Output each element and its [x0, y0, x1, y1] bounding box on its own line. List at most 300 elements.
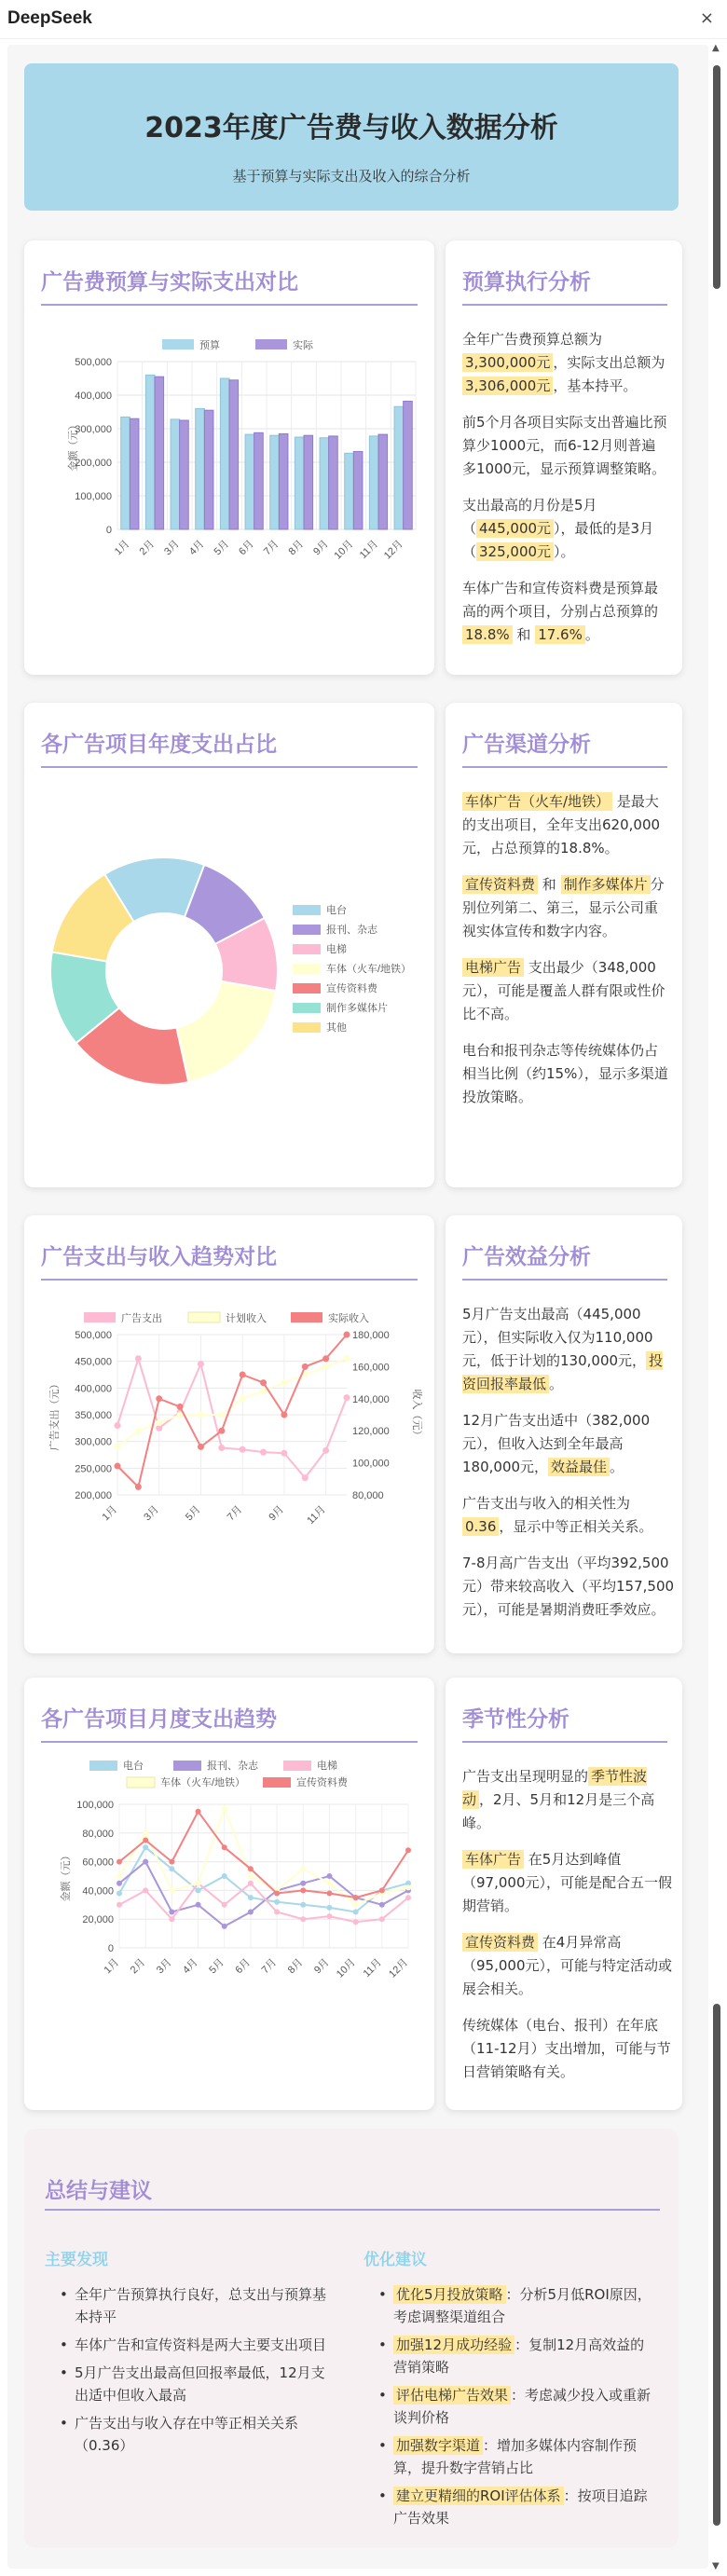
legend-swatch	[162, 339, 194, 349]
highlight-text: 0.36	[462, 1517, 499, 1536]
finding-item: • 全年广告预算执行良好，总支出与预算基本持平	[58, 2283, 337, 2328]
bar	[295, 437, 304, 529]
paragraph-text: 车体广告和宣传资料费是预算最高的两个项目，分别占总预算的	[462, 580, 659, 620]
y-tick-label: 20,000	[82, 1914, 114, 1926]
data-point	[379, 1887, 385, 1893]
data-point	[169, 1916, 174, 1922]
data-point	[143, 1844, 148, 1850]
y-tick-label: 500,000	[75, 1330, 112, 1341]
x-tick-label: 2月	[128, 1956, 148, 1977]
data-point	[326, 1881, 332, 1886]
paragraph-text: 7-8月高广告支出（平均392,500元）带来较高收入（平均157,500元），可能是暑期消费旺季效应。	[462, 1555, 675, 1618]
paragraph-text: 分别位列第二、第三，显示公司重视实体宣传和数字内容。	[462, 876, 665, 939]
trend-chart-title: 广告支出与收入趋势对比	[41, 1245, 277, 1269]
y-tick-label: 0	[107, 1943, 114, 1954]
y2-tick-label: 160,000	[352, 1362, 390, 1374]
channel-analysis-text	[462, 790, 669, 1122]
paragraph-text: ，实际支出总额为	[553, 354, 665, 371]
data-point	[326, 1890, 332, 1896]
paragraph-text: 在4月异常高（95,000元），可能与特定活动或展会相关。	[462, 1934, 672, 1997]
y2-axis-label: 收入（元）	[411, 1389, 422, 1441]
monthly-chart-title: 各广告项目月度支出趋势	[41, 1707, 277, 1732]
data-point	[300, 1866, 306, 1871]
paragraph-text: 前5个月各项目实际支出普遍比预算少1000元，而6-12月则普遍多1000元，显示预算调整策略。	[462, 414, 667, 477]
y-tick-label: 450,000	[75, 1356, 112, 1368]
data-point	[248, 1866, 254, 1871]
analysis-paragraph	[462, 1848, 675, 1918]
paragraph-text: 在5月达到峰值（97,000元），可能是配合五一假期营销。	[462, 1851, 672, 1914]
x-tick-label: 4月	[181, 1956, 200, 1977]
paragraph-text: 和	[538, 876, 561, 893]
findings-title: 主要发现	[45, 2251, 108, 2269]
highlight-text: 车体广告（火车/地铁）	[462, 792, 612, 811]
paragraph-text: 电台和报刊杂志等传统媒体仍占相当比例（约15%），显示多渠道投放策略。	[462, 1042, 668, 1105]
paragraph-text: 。	[584, 626, 599, 643]
x-tick-label: 11月	[305, 1503, 328, 1527]
highlight-text: 3,300,000元	[462, 353, 553, 372]
budget-analysis-title: 预算执行分析	[462, 270, 591, 295]
highlight-text: 车体广告	[462, 1850, 524, 1869]
analysis-paragraph	[462, 494, 669, 564]
findings-list	[58, 2283, 337, 2462]
data-point	[302, 1363, 309, 1370]
report-header	[24, 63, 679, 211]
legend-label: 电梯	[326, 944, 347, 955]
bar	[279, 433, 288, 529]
season-analysis-title: 季节性分析	[462, 1707, 569, 1732]
data-point	[117, 1902, 122, 1908]
data-point	[240, 1372, 246, 1378]
highlight-text: 投资回报率最低	[462, 1352, 664, 1392]
app-title: DeepSeek	[7, 8, 92, 28]
y-tick-label: 40,000	[82, 1885, 114, 1898]
data-point	[143, 1838, 148, 1843]
series-line	[117, 1335, 347, 1487]
legend-label: 电台	[123, 1761, 144, 1772]
data-point	[115, 1463, 121, 1470]
data-point	[117, 1890, 122, 1896]
page-title: 2023年度广告费与收入数据分析	[144, 112, 558, 144]
highlight-text: 电梯广告	[462, 958, 524, 977]
data-point	[281, 1450, 287, 1457]
y-axis-label: 金额（元）	[61, 1850, 72, 1902]
data-point	[196, 1887, 201, 1893]
legend-swatch	[291, 1312, 322, 1322]
paragraph-text: 。	[610, 1459, 624, 1475]
data-point	[326, 1873, 332, 1879]
paragraph-text: 12月广告支出适中（382,000元），但收入达到全年最高180,000元，	[462, 1412, 651, 1475]
x-tick-label: 6月	[237, 538, 256, 558]
data-point	[322, 1355, 329, 1362]
channel-analysis-card	[446, 703, 682, 1187]
x-tick-label: 9月	[311, 1956, 332, 1977]
x-tick-label: 1月	[100, 1503, 120, 1524]
data-point	[322, 1363, 329, 1370]
analysis-paragraph	[462, 790, 669, 860]
data-point	[222, 1924, 227, 1929]
benefit-analysis-title: 广告效益分析	[462, 1245, 591, 1269]
series-line	[119, 1812, 408, 1898]
legend-label: 车体（火车/地铁）	[326, 964, 412, 975]
y-axis-label: 广告支出（元）	[49, 1378, 61, 1451]
data-point	[344, 1394, 350, 1401]
highlight-text: 3,306,000元	[462, 377, 553, 395]
data-point	[143, 1887, 148, 1893]
title-divider	[462, 1741, 667, 1743]
close-icon[interactable]: ×	[699, 8, 714, 28]
data-point	[198, 1412, 204, 1418]
data-point	[222, 1873, 227, 1879]
data-point	[274, 1910, 280, 1915]
data-point	[169, 1859, 174, 1865]
share-chart-card	[24, 703, 434, 1187]
data-point	[156, 1419, 162, 1426]
data-point	[222, 1806, 227, 1812]
legend-label: 报刊、杂志	[326, 925, 377, 936]
x-tick-label: 3月	[162, 538, 182, 558]
highlight-text: 效益最佳	[548, 1458, 610, 1476]
data-point	[344, 1355, 350, 1362]
x-tick-label: 7月	[259, 1956, 280, 1977]
suggestion-item	[377, 2334, 656, 2378]
bar	[378, 434, 388, 529]
suggestions-title: 优化建议	[364, 2251, 427, 2269]
x-tick-label: 10月	[334, 1956, 358, 1980]
suggestion-desc: ：复制12月高效益的营销策略	[393, 2336, 645, 2376]
y-tick-label: 400,000	[75, 391, 112, 402]
highlight-text: 宣传资料费	[462, 1933, 538, 1952]
legend-label: 制作多媒体片	[326, 1003, 388, 1014]
legend-label: 宣传资料费	[296, 1777, 348, 1788]
x-tick-label: 4月	[186, 538, 207, 558]
legend-swatch	[89, 1761, 117, 1771]
data-point	[222, 1844, 227, 1850]
legend-swatch	[255, 339, 287, 349]
budget-analysis-text	[462, 328, 669, 660]
bar	[180, 420, 189, 529]
data-point	[135, 1355, 142, 1362]
x-tick-label: 8月	[285, 1956, 306, 1977]
analysis-paragraph	[462, 873, 669, 943]
x-tick-label: 1月	[112, 538, 132, 558]
data-point	[115, 1444, 121, 1450]
bar	[171, 419, 180, 529]
x-tick-label: 7月	[261, 538, 281, 558]
x-tick-label: 3月	[142, 1503, 161, 1524]
data-point	[115, 1422, 121, 1429]
finding-item: • 广告支出与收入存在中等正相关关系（0.36）	[58, 2412, 337, 2457]
highlight-text: 制作多媒体片	[561, 875, 651, 894]
title-bar	[0, 0, 727, 39]
legend-label: 预算	[199, 340, 220, 351]
x-tick-label: 9月	[267, 1503, 287, 1524]
data-point	[326, 1913, 332, 1919]
data-point	[260, 1388, 267, 1394]
legend-swatch	[293, 905, 321, 915]
data-point	[248, 1881, 254, 1886]
highlight-text: 18.8%	[462, 625, 513, 644]
bar	[394, 406, 404, 529]
data-point	[379, 1916, 385, 1922]
y2-tick-label: 180,000	[352, 1330, 390, 1341]
title-divider	[462, 1279, 667, 1281]
x-tick-label: 7月	[225, 1503, 245, 1524]
highlight-text: 445,000元	[476, 519, 554, 538]
legend-label: 广告支出	[121, 1313, 162, 1324]
bar	[404, 401, 413, 529]
suggestion-desc: ：考虑减少投入或重新谈判价格	[393, 2387, 652, 2426]
data-point	[240, 1395, 246, 1402]
series-line	[117, 1359, 347, 1478]
legend-swatch	[283, 1761, 311, 1771]
analysis-paragraph	[462, 1931, 675, 2001]
channel-analysis-title: 广告渠道分析	[462, 733, 591, 757]
suggestion-desc: ：按项目追踪广告效果	[393, 2487, 648, 2527]
monthly-chart-card	[24, 1678, 434, 2110]
y-tick-label: 400,000	[75, 1383, 112, 1395]
spend-income-line-chart	[24, 1215, 434, 1653]
series-line	[119, 1884, 408, 1923]
y2-tick-label: 120,000	[352, 1426, 390, 1438]
bar	[245, 434, 254, 529]
finding-item: • 5月广告支出最高但回报率最低，12月支出适中但收入最高	[58, 2362, 337, 2406]
bar	[329, 436, 338, 529]
bar	[196, 408, 205, 529]
suggestion-key: 评估电梯广告效果	[393, 2386, 511, 2405]
budget-chart-card	[24, 240, 434, 675]
legend-label: 实际收入	[328, 1313, 369, 1324]
monthly-line-chart	[24, 1678, 434, 2110]
bar	[320, 438, 329, 529]
analysis-paragraph	[462, 1039, 669, 1109]
scroll-up-arrow-icon[interactable]: ▲	[712, 43, 720, 53]
bar	[254, 432, 264, 529]
data-point	[405, 1884, 411, 1890]
summary-section	[24, 2129, 679, 2548]
paragraph-text: 是最大的支出项目，全年支出620,000元，占总预算的18.8%。	[462, 793, 661, 856]
benefit-analysis-text	[462, 1303, 675, 1635]
paragraph-text: ）。	[554, 543, 575, 560]
page-subtitle: 基于预算与实际支出及收入的综合分析	[232, 168, 471, 185]
data-point	[198, 1444, 204, 1450]
data-point	[169, 1887, 174, 1893]
suggestion-key: 优化5月投放策略	[393, 2285, 506, 2304]
analysis-paragraph	[462, 1552, 675, 1622]
analysis-paragraph	[462, 577, 669, 647]
highlight-text: 325,000元	[476, 542, 554, 561]
data-point	[196, 1881, 201, 1886]
budget-chart-title: 广告费预算与实际支出对比	[41, 270, 298, 295]
y-tick-label: 500,000	[75, 357, 112, 368]
y-tick-label: 0	[105, 525, 112, 536]
suggestion-item	[377, 2384, 656, 2429]
bar	[369, 436, 378, 529]
scroll-thumb[interactable]	[713, 65, 720, 289]
data-point	[353, 1902, 359, 1908]
data-point	[274, 1899, 280, 1905]
data-point	[196, 1809, 201, 1815]
data-point	[260, 1449, 267, 1456]
title-divider	[462, 304, 667, 306]
bar	[155, 377, 164, 529]
y-axis-label: 金额（元）	[68, 419, 79, 472]
legend-swatch	[293, 925, 321, 935]
bar	[204, 410, 213, 529]
data-point	[281, 1379, 287, 1386]
x-tick-label: 1月	[102, 1956, 122, 1977]
legend-swatch	[127, 1777, 155, 1788]
data-point	[300, 1916, 306, 1922]
data-point	[222, 1902, 227, 1908]
analysis-paragraph	[462, 956, 669, 1026]
data-point	[248, 1873, 254, 1879]
data-point	[240, 1446, 246, 1453]
paragraph-text: ，显示中等正相关关系。	[499, 1518, 653, 1535]
bar	[130, 418, 139, 529]
share-chart-title: 各广告项目年度支出占比	[41, 733, 277, 757]
finding-item: • 车体广告和宣传资料是两大主要支出项目	[58, 2334, 337, 2356]
legend-swatch	[84, 1312, 116, 1322]
benefit-analysis-card	[446, 1215, 682, 1653]
legend-swatch	[293, 964, 321, 974]
title-divider	[462, 766, 667, 768]
bar	[121, 417, 130, 529]
data-point	[274, 1890, 280, 1896]
x-tick-label: 5月	[212, 538, 232, 558]
paragraph-text: 。	[549, 1376, 564, 1392]
analysis-paragraph	[462, 2014, 675, 2084]
data-point	[379, 1902, 385, 1908]
legend-swatch	[293, 983, 321, 993]
analysis-paragraph	[462, 411, 669, 481]
data-point	[353, 1895, 359, 1900]
x-tick-label: 12月	[381, 538, 405, 562]
data-point	[135, 1484, 142, 1490]
budget-analysis-card	[446, 240, 682, 675]
data-point	[300, 1881, 306, 1886]
x-tick-label: 8月	[286, 538, 307, 558]
data-point	[117, 1873, 122, 1879]
y-tick-label: 60,000	[82, 1857, 114, 1869]
legend-swatch	[263, 1777, 291, 1788]
data-point	[353, 1919, 359, 1925]
x-tick-label: 9月	[311, 538, 331, 558]
data-point	[196, 1902, 201, 1908]
y2-tick-label: 140,000	[352, 1393, 390, 1405]
data-point	[218, 1412, 225, 1418]
legend-swatch	[293, 1022, 321, 1033]
data-point	[300, 1902, 306, 1908]
legend-swatch	[173, 1761, 201, 1771]
trend-chart-card	[24, 1215, 434, 1653]
legend-label: 车体（火车/地铁）	[160, 1777, 246, 1788]
analysis-paragraph	[462, 328, 669, 398]
data-point	[405, 1847, 411, 1853]
data-point	[218, 1445, 225, 1451]
suggestion-key: 加强数字渠道	[393, 2436, 483, 2455]
y-tick-label: 300,000	[75, 1436, 112, 1448]
data-point	[169, 1910, 174, 1915]
legend-label: 计划收入	[226, 1313, 267, 1324]
x-tick-label: 11月	[361, 1956, 384, 1980]
data-point	[169, 1866, 174, 1871]
bar	[304, 435, 313, 529]
vertical-scrollbar[interactable]	[712, 43, 721, 2572]
suggestion-key: 建立更精细的ROI评估体系	[393, 2487, 564, 2505]
analysis-paragraph	[462, 1492, 675, 1539]
paragraph-text: 广告支出与收入的相关性为	[462, 1495, 631, 1512]
summary-title: 总结与建议	[45, 2179, 152, 2203]
paragraph-text: ），最低的是3月（	[462, 520, 654, 560]
x-tick-label: 5月	[183, 1503, 203, 1524]
bar	[220, 378, 229, 529]
scroll-thumb-lower[interactable]	[713, 2004, 720, 2526]
suggestion-desc: ：分析5月低ROI原因，考虑调整渠道组合	[393, 2286, 652, 2325]
legend-label: 其他	[326, 1022, 347, 1034]
data-point	[344, 1332, 350, 1338]
x-tick-label: 12月	[387, 1956, 411, 1980]
data-point	[117, 1881, 122, 1886]
data-point	[405, 1895, 411, 1900]
legend-label: 宣传资料费	[326, 983, 377, 994]
scroll-down-arrow-icon[interactable]: ▼	[712, 2561, 720, 2571]
data-point	[117, 1859, 122, 1865]
data-point	[302, 1474, 309, 1481]
report-page	[7, 45, 708, 2569]
suggestion-desc: ：增加多媒体内容制作预算，提升数字营销占比	[393, 2437, 638, 2476]
bar	[345, 453, 354, 529]
y-tick-label: 250,000	[75, 1463, 112, 1475]
y2-tick-label: 100,000	[352, 1458, 390, 1470]
analysis-paragraph	[462, 1303, 675, 1396]
budget-bar-chart	[24, 240, 434, 675]
season-analysis-text	[462, 1765, 675, 2097]
paragraph-text: 支出最高的月份是5月（	[462, 497, 597, 537]
paragraph-text: 支出最少（348,000元），可能是覆盖人群有限或性价比不高。	[462, 959, 665, 1022]
x-tick-label: 3月	[154, 1956, 174, 1977]
data-point	[353, 1910, 359, 1915]
data-point	[322, 1447, 329, 1454]
data-point	[218, 1428, 225, 1434]
y-tick-label: 200,000	[75, 1490, 112, 1501]
data-point	[143, 1859, 148, 1865]
legend-swatch	[293, 1003, 321, 1013]
y-tick-label: 100,000	[75, 491, 112, 502]
x-tick-label: 5月	[207, 1956, 226, 1977]
legend-swatch	[293, 944, 321, 954]
paragraph-text: ，基本持平。	[553, 377, 638, 394]
y2-tick-label: 80,000	[352, 1490, 384, 1501]
bar	[229, 380, 239, 529]
paragraph-text: 和	[512, 626, 536, 643]
y-tick-label: 80,000	[82, 1828, 114, 1840]
legend-label: 报刊、杂志	[207, 1761, 258, 1772]
highlight-text: 宣传资料费	[462, 875, 538, 894]
title-divider	[45, 2209, 660, 2211]
data-point	[198, 1361, 204, 1367]
data-point	[143, 1830, 148, 1836]
data-point	[248, 1910, 254, 1915]
pie-slice	[176, 981, 276, 1082]
analysis-paragraph	[462, 1765, 675, 1835]
paragraph-text: 5月广告支出最高（445,000元），但实际收入仅为110,000元，低于计划的130,000元，	[462, 1306, 653, 1369]
data-point	[281, 1412, 287, 1418]
legend-label: 电梯	[317, 1761, 337, 1772]
y-tick-label: 350,000	[75, 1410, 112, 1421]
y-tick-label: 200,000	[75, 458, 112, 469]
y-tick-label: 300,000	[75, 424, 112, 435]
bar	[145, 375, 155, 529]
